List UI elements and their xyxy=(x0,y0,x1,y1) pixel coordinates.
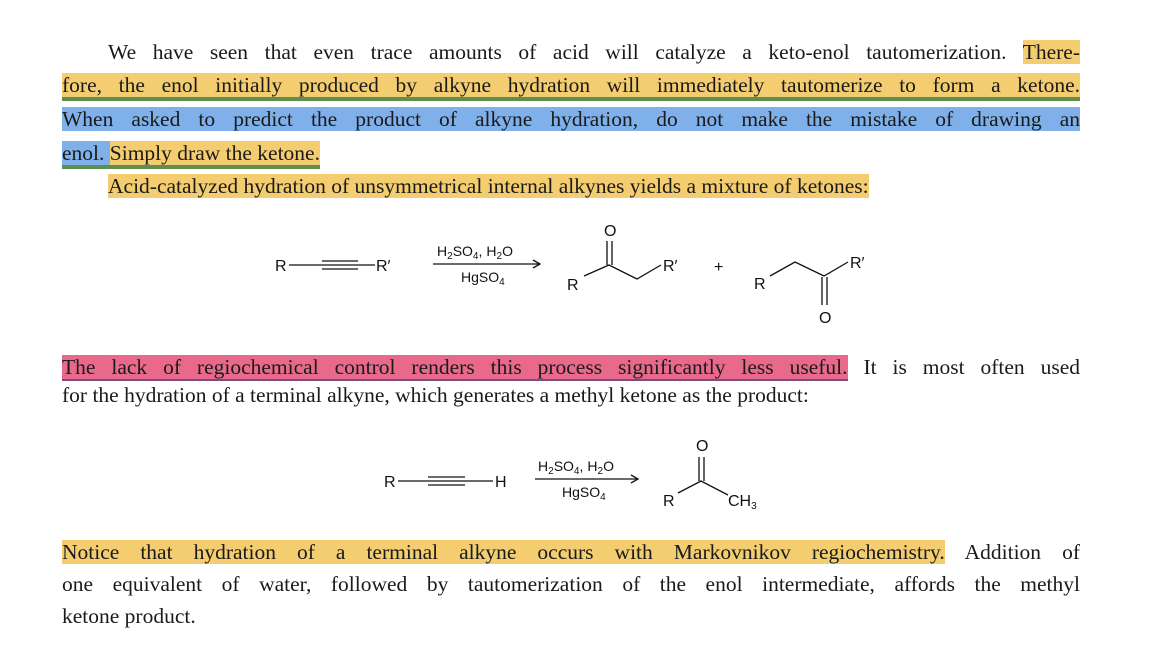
methyl-label: CH3 xyxy=(728,493,757,512)
r-prime-label: R′ xyxy=(663,258,678,275)
text-span: ketone product. xyxy=(62,604,196,628)
oxygen-label: O xyxy=(696,438,709,455)
conditions-above: $H_2SO_4$, $H_2O$ xyxy=(437,243,513,262)
highlight-yellow-underlined: Simply draw the ketone. xyxy=(110,141,320,169)
highlight-yellow: There- xyxy=(1022,40,1080,64)
r-group-label: R xyxy=(275,258,287,275)
text-span: It is most often used xyxy=(863,355,1081,379)
r-group-label: R xyxy=(384,474,396,491)
highlight-blue: When asked to predict the product of alkyne hydration, do not make the mistake of drawing an xyxy=(62,107,1080,131)
r-group-label: R xyxy=(754,276,766,293)
text-span: Addition of xyxy=(964,540,1080,564)
highlight-blue-underlined: enol. xyxy=(62,141,104,169)
conditions-above: $H_2SO_4$, $H_2O$ xyxy=(538,458,614,477)
paragraph-4-line-2 xyxy=(62,570,1080,599)
skeletal-chain xyxy=(678,481,728,495)
r-group-label: R xyxy=(567,277,579,294)
r-prime-label: R′ xyxy=(850,255,865,272)
r-group-label: R xyxy=(663,493,675,510)
paragraph-4-line-3 xyxy=(62,602,196,631)
conditions-below: HgSO$_4$ xyxy=(562,484,606,503)
oxygen-label: O xyxy=(819,310,832,327)
h-label: H xyxy=(495,474,507,491)
conditions-below: HgSO$_4$ xyxy=(461,269,505,288)
highlight-yellow-underlined: fore, the enol initially produced by alkyne hydration will immediately tautomerize to form a ketone. xyxy=(62,73,1080,101)
plus-sign: + xyxy=(714,259,724,276)
highlight-yellow: Notice that hydration of a terminal alkyne occurs with Markovnikov regiochemistry. xyxy=(62,540,945,564)
text-span: one equivalent of water, followed by tautomerization of the enol intermediate, affords the methyl xyxy=(62,572,1080,596)
highlight-pink-underlined: The lack of regiochemical control renders this process significantly less useful. xyxy=(62,355,848,379)
paragraph-4-line-1 xyxy=(62,538,1080,567)
highlight-yellow: Acid-catalyzed hydration of unsymmetrical internal alkynes yields a mixture of ketones: xyxy=(108,174,869,198)
text-span: for the hydration of a terminal alkyne, which generates a methyl ketone as the product: xyxy=(62,383,809,407)
oxygen-label: O xyxy=(604,223,617,240)
text-span: We have seen that even trace amounts of acid will catalyze a keto-enol tautomerization. xyxy=(108,40,1007,64)
r-prime-label: R′ xyxy=(376,258,391,275)
